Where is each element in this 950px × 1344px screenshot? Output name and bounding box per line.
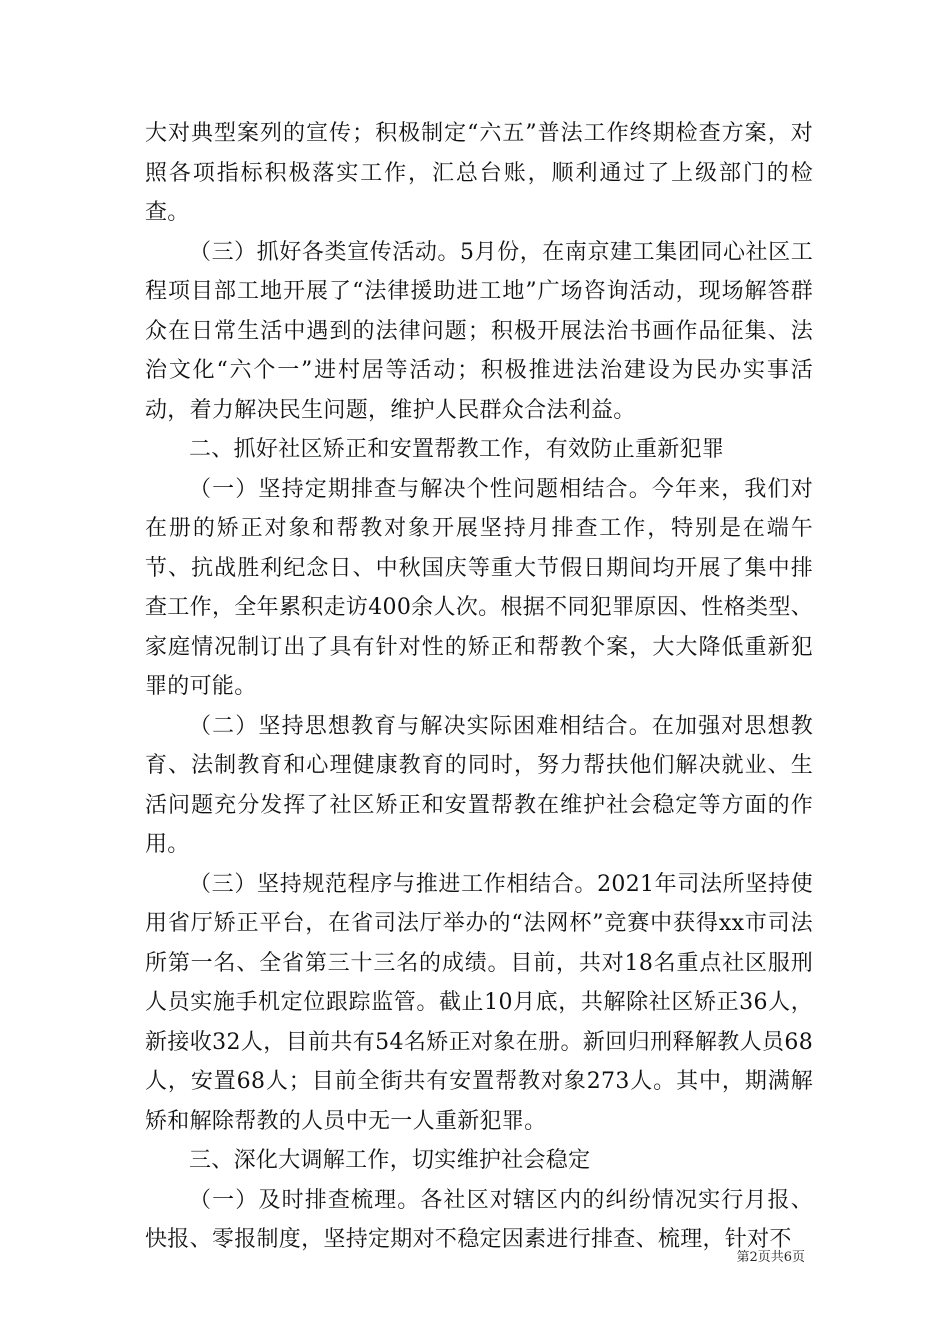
paragraph-2: （三）抓好各类宣传活动。5月份，在南京建工集团同心社区工程项目部工地开展了“法律援助进工地”广场咨询活动，现场解答群众在日常生活中遇到的法律问题；积极开展法治书画作品征集、法治文化“六个一”进村居等活动；积极推进法治建设为民办实事活动，着力解决民生问题，维护人民群众合法利益。 [145, 239, 813, 423]
section-heading-2: 二、抓好社区矫正和安置帮教工作，有效防止重新犯罪 [189, 437, 725, 462]
paragraph-5: （三）坚持规范程序与推进工作相结合。2021年司法所坚持使用省厅矫正平台，在省司法厅举办的“法网杯”竞赛中获得xx市司法所第一名、全省第三十三名的成绩。目前，共对18名重点社区服刑人员实施手机定位跟踪监管。截止10月底，共解除社区矫正36人，新接收32人，目前共有54名矫正对象在册。新回归刑释解教人员68人，安置68人；目前全街共有安置帮教对象273人。其中，期满解矫和解除帮教的人员中无一人重新犯罪。 [145, 871, 813, 1134]
document-body [145, 114, 813, 1260]
paragraph-4: （二）坚持思想教育与解决实际困难相结合。在加强对思想教育、法制教育和心理健康教育的同时，努力帮扶他们解决就业、生活问题充分发挥了社区矫正和安置帮教在维护社会稳定等方面的作用。 [145, 713, 813, 857]
paragraph-1: 大对典型案列的宣传；积极制定“六五”普法工作终期检查方案，对照各项指标积极落实工作，汇总台账，顺利通过了上级部门的检查。 [145, 121, 813, 225]
page-number: 第2页共6页 [736, 1250, 805, 1265]
section-heading-3: 三、深化大调解工作，切实维护社会稳定 [189, 1148, 591, 1173]
paragraph-3: （一）坚持定期排查与解决个性问题相结合。今年来，我们对在册的矫正对象和帮教对象开展坚持月排查工作，特别是在端午节、抗战胜利纪念日、中秋国庆等重大节假日期间均开展了集中排查工作，全年累积走访400余人次。根据不同犯罪原因、性格类型、家庭情况制订出了具有针对性的矫正和帮教个案，大大降低重新犯罪的可能。 [145, 476, 813, 699]
paragraph-6: （一）及时排查梳理。各社区对辖区内的纠纷情况实行月报、快报、零报制度，坚持定期对不稳定因素进行排查、梳理，针对不 [145, 1187, 813, 1252]
